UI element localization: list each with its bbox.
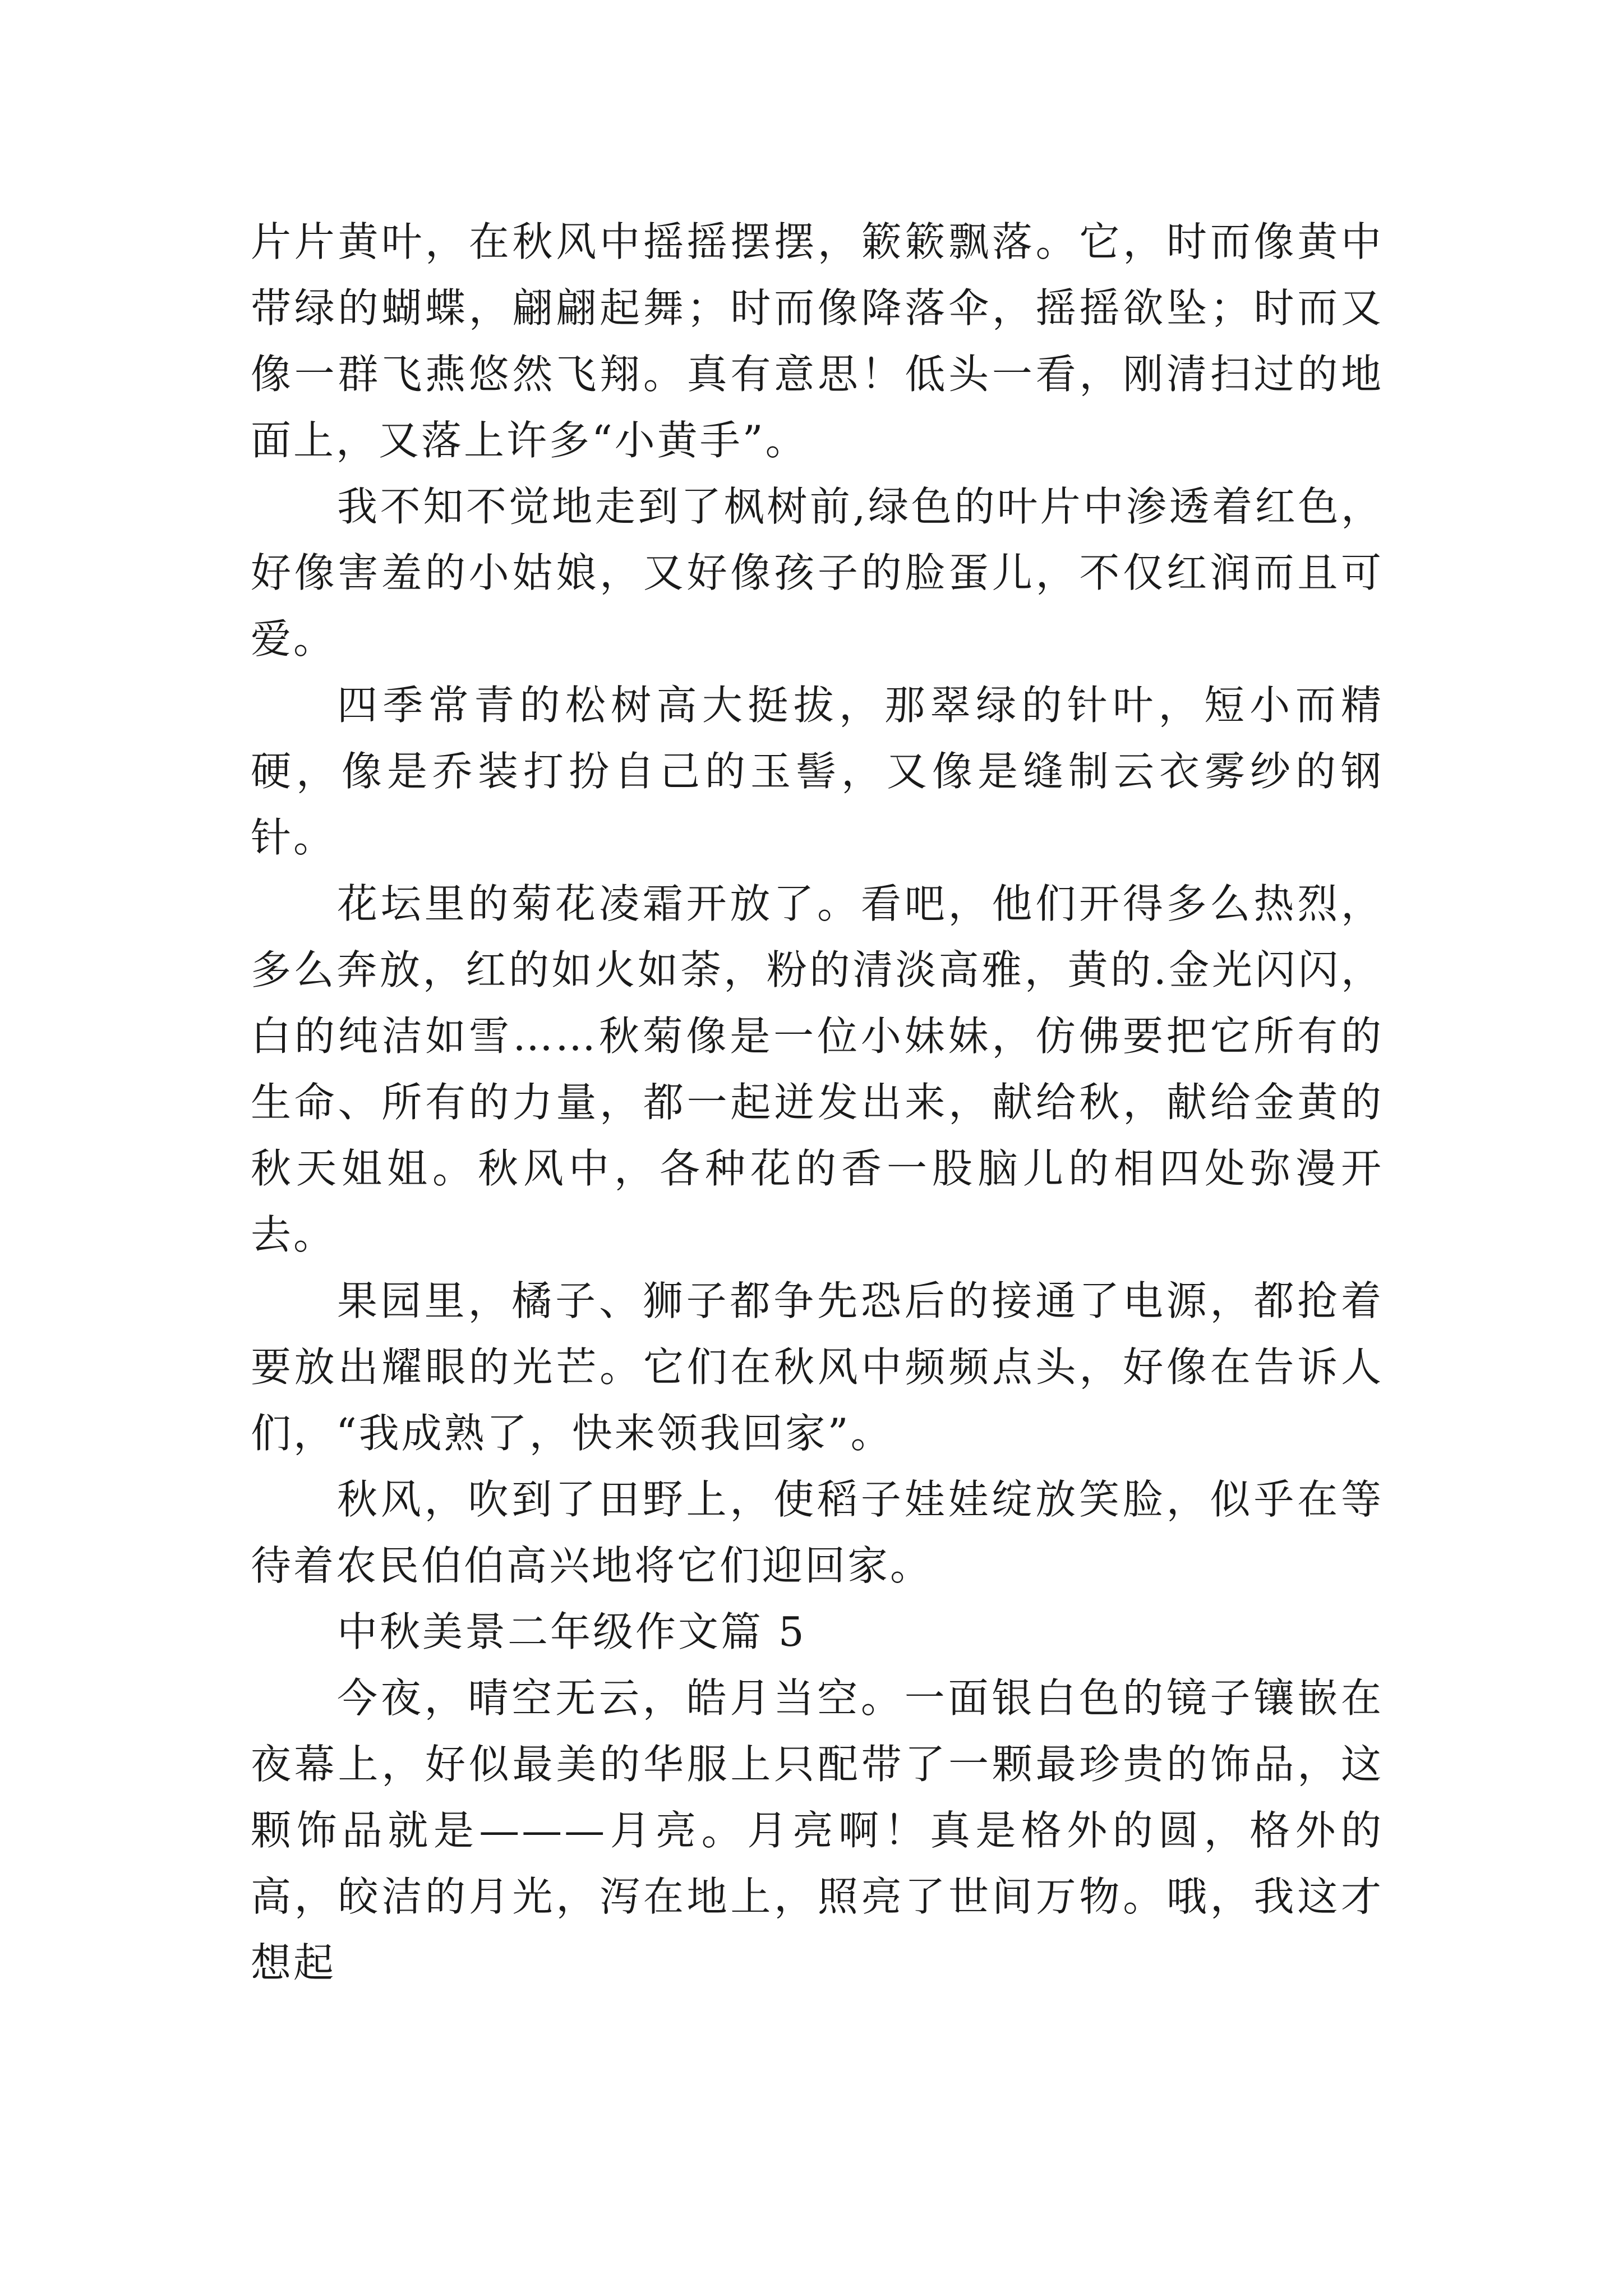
- paragraph-chrysanthemum: 花坛里的菊花凌霜开放了。看吧，他们开得多么热烈，多么奔放，红的如火如荼，粉的清淡高雅，黄的.金光闪闪，白的纯洁如雪……秋菊像是一位小妹妹，仿佛要把它所有的生命、所有的力量，都一起迸发出来，献给秋，献给金黄的秋天姐姐。秋风中，各种花的香一股脑儿的相四处弥漫开去。: [251, 880, 1384, 1258]
- paragraph-pine-tree: 四季常青的松树高大挺拔，那翠绿的针叶，短小而精硬，像是乔装打扮自己的玉髻，又像是缝制云衣雾纱的钢针。: [251, 682, 1384, 861]
- paragraph-autumn-wind: 秋风，吹到了田野上，使稻子娃娃绽放笑脸，似乎在等待着农民伯伯高兴地将它们迎回家。: [251, 1476, 1384, 1589]
- paragraph-orchard: 果园里，橘子、狮子都争先恐后的接通了电源，都抢着要放出耀眼的光芒。它们在秋风中频频点头，好像在告诉人们，“我成熟了，快来领我回家”。: [251, 1277, 1384, 1457]
- paragraph-maple-tree: 我不知不觉地走到了枫树前,绿色的叶片中渗透着红色，好像害羞的小姑娘，又好像孩子的脸蛋儿，不仅红润而且可爱。: [251, 483, 1384, 662]
- paragraph-moon-night: 今夜，晴空无云，皓月当空。一面银白色的镜子镶嵌在夜幕上，好似最美的华服上只配带了一颗最珍贵的饰品，这颗饰品就是———月亮。月亮啊！真是格外的圆，格外的高，皎洁的月光，泻在地上，照亮了世间万物。哦，我这才想起: [251, 1674, 1384, 1986]
- section-heading: 中秋美景二年级作文篇 5: [337, 1608, 806, 1655]
- document-body: [251, 209, 1384, 1996]
- paragraph-yellow-leaves: 片片黄叶，在秋风中摇摇摆摆，簌簌飘落。它，时而像黄中带绿的蝴蝶，翩翩起舞；时而像降落伞，摇摇欲坠；时而又像一群飞燕悠然飞翔。真有意思！低头一看，刚清扫过的地面上，又落上许多“小黄手”。: [251, 218, 1384, 464]
